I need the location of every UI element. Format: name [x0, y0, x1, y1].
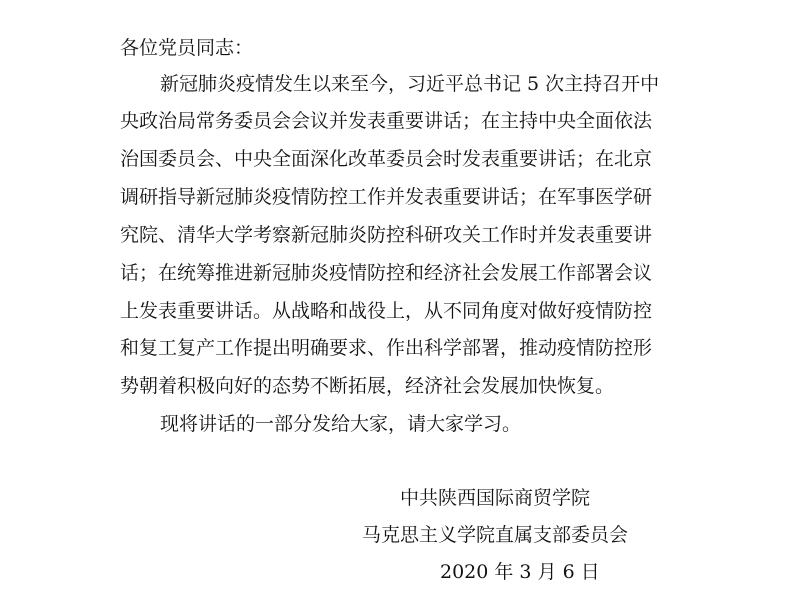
body-line-3: 治国委员会、中央全面深化改革委员会时发表重要讲话；在北京 — [120, 148, 653, 170]
body-line-9: 势朝着积极向好的态势不断拓展，经济社会发展加快恢复。 — [120, 375, 615, 397]
body-line-8: 和复工复产工作提出明确要求、作出科学部署，推动疫情防控形 — [120, 337, 653, 359]
signature-date: 2020 年 3 月 6 日 — [440, 561, 600, 583]
body-line-6: 话；在统筹推进新冠肺炎疫情防控和经济社会发展工作部署会议 — [120, 262, 653, 284]
salutation: 各位党员同志： — [120, 37, 254, 59]
closing-line: 现将讲话的一部分发给大家，请大家学习。 — [160, 413, 522, 435]
signature-org-1: 中共陕西国际商贸学院 — [400, 487, 591, 509]
body-line-1: 新冠肺炎疫情发生以来至今，习近平总书记 5 次主持召开中 — [160, 73, 660, 95]
body-line-7: 上发表重要讲话。从战略和战役上，从不同角度对做好疫情防控 — [120, 300, 653, 322]
body-line-2: 央政治局常务委员会会议并发表重要讲话；在主持中央全面依法 — [120, 110, 653, 132]
body-line-5: 究院、清华大学考察新冠肺炎防控科研攻关工作时并发表重要讲 — [120, 224, 653, 246]
body-line-4: 调研指导新冠肺炎疫情防控工作并发表重要讲话；在军事医学研 — [120, 186, 653, 208]
signature-org-2: 马克思主义学院直属支部委员会 — [362, 524, 629, 546]
